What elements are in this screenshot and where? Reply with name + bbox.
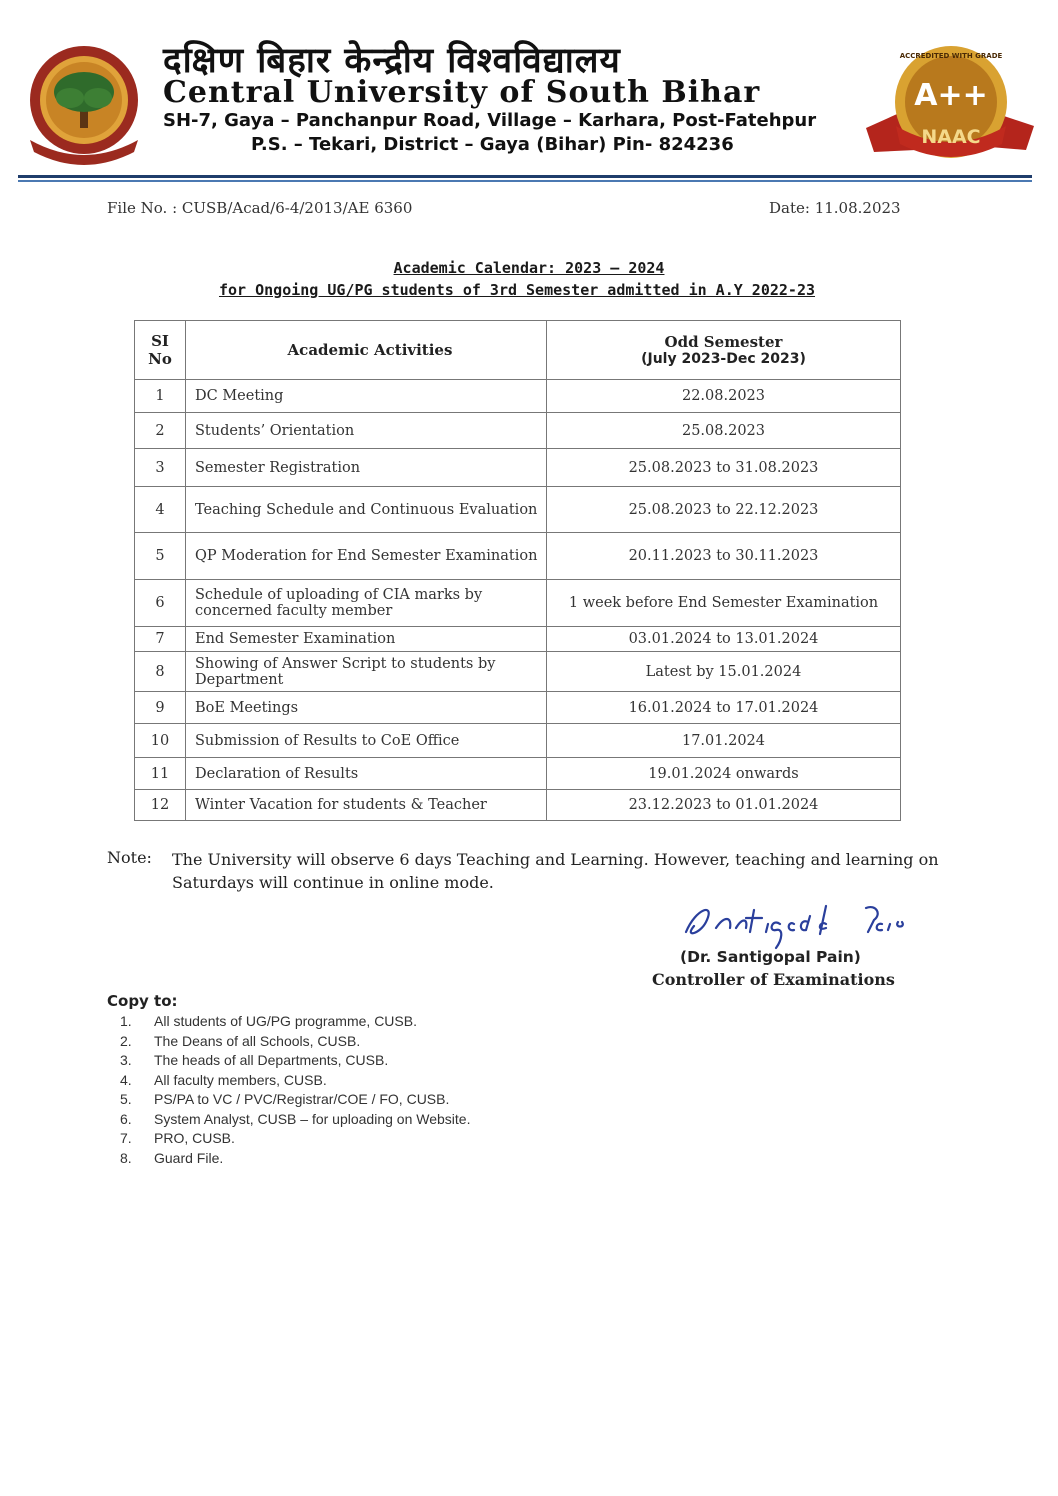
cell-activity: Schedule of uploading of CIA marks by concerned faculty member — [186, 580, 547, 627]
list-item-text: System Analyst, CUSB – for uploading on Website. — [154, 1110, 471, 1127]
cell-date: 25.08.2023 to 22.12.2023 — [547, 487, 901, 533]
cell-sl: 5 — [135, 533, 186, 580]
cell-date: 25.08.2023 to 31.08.2023 — [547, 449, 901, 487]
table-row — [135, 692, 901, 724]
cell-activity: Winter Vacation for students & Teacher — [186, 790, 547, 821]
header-semester — [547, 321, 901, 380]
university-name-hindi: दक्षिण बिहार केन्द्रीय विश्वविद्यालय — [163, 41, 621, 81]
signatory-title: Controller of Examinations — [652, 970, 895, 989]
cell-activity: Submission of Results to CoE Office — [186, 724, 547, 758]
cell-sl: 9 — [135, 692, 186, 724]
university-name-english: Central University of South Bihar — [163, 75, 761, 110]
signature — [676, 888, 936, 952]
cell-sl: 3 — [135, 449, 186, 487]
list-item-number: 3. — [120, 1052, 132, 1068]
table-row — [135, 413, 901, 449]
list-item-number: 4. — [120, 1071, 132, 1088]
header-sl-line2: No — [148, 350, 172, 368]
cell-date: 1 week before End Semester Examination — [547, 580, 901, 627]
table-row — [135, 758, 901, 790]
header-activity: Academic Activities — [186, 321, 547, 380]
list-item-number: 8. — [120, 1149, 132, 1166]
header-semester-line1: Odd Semester — [664, 333, 783, 351]
academic-calendar-table — [134, 320, 901, 821]
table-row — [135, 580, 901, 627]
list-item — [120, 1032, 470, 1052]
list-item-number: 7. — [120, 1130, 132, 1146]
naac-seal — [866, 40, 1036, 170]
list-item-text: All faculty members, CUSB. — [154, 1071, 327, 1088]
cell-activity: Teaching Schedule and Continuous Evaluation — [186, 487, 547, 533]
list-item-text: All students of UG/PG programme, CUSB. — [154, 1013, 417, 1029]
calendar-title: Academic Calendar: 2023 – 2024 — [393, 259, 665, 277]
cell-activity: Students’ Orientation — [186, 413, 547, 449]
cell-activity: QP Moderation for End Semester Examination — [186, 533, 547, 580]
naac-ribbon-text: ACCREDITED WITH GRADE — [899, 52, 1003, 60]
list-item-number: 1. — [120, 1013, 132, 1029]
list-item-text: PS/PA to VC / PVC/Registrar/COE / FO, CUSB. — [154, 1091, 450, 1107]
naac-grade: A++ — [914, 78, 988, 113]
table-row — [135, 627, 901, 652]
copy-to-list — [120, 1012, 470, 1168]
note-label: Note: — [107, 848, 152, 867]
list-item-text: PRO, CUSB. — [154, 1130, 235, 1146]
table-row — [135, 487, 901, 533]
table-row — [135, 724, 901, 758]
cell-date: 03.01.2024 to 13.01.2024 — [547, 627, 901, 652]
university-logo — [20, 40, 148, 168]
list-item — [120, 1149, 470, 1169]
cell-sl: 2 — [135, 413, 186, 449]
cell-date: 17.01.2024 — [547, 724, 901, 758]
signatory-name: (Dr. Santigopal Pain) — [680, 948, 861, 966]
cell-date: 19.01.2024 onwards — [547, 758, 901, 790]
cell-activity: Semester Registration — [186, 449, 547, 487]
cell-activity: End Semester Examination — [186, 627, 547, 652]
cell-date: 20.11.2023 to 30.11.2023 — [547, 533, 901, 580]
document-date: Date: 11.08.2023 — [769, 199, 901, 217]
list-item-number: 6. — [120, 1110, 132, 1127]
list-item — [120, 1110, 470, 1130]
cell-sl: 7 — [135, 627, 186, 652]
header-semester-line2: (July 2023-Dec 2023) — [641, 351, 806, 367]
list-item — [120, 1090, 470, 1110]
cell-sl: 10 — [135, 724, 186, 758]
header-rule-accent — [18, 180, 1032, 182]
cell-sl: 1 — [135, 380, 186, 413]
cell-activity: DC Meeting — [186, 380, 547, 413]
cell-sl: 4 — [135, 487, 186, 533]
cell-sl: 12 — [135, 790, 186, 821]
cell-date: 16.01.2024 to 17.01.2024 — [547, 692, 901, 724]
list-item — [120, 1129, 470, 1149]
header-rule — [18, 175, 1032, 178]
cell-date: Latest by 15.01.2024 — [547, 652, 901, 692]
table-row — [135, 380, 901, 413]
header-sl-line1: SI — [151, 332, 169, 350]
cell-sl: 8 — [135, 652, 186, 692]
table-row — [135, 790, 901, 821]
list-item — [120, 1071, 470, 1091]
list-item — [120, 1051, 470, 1071]
list-item-text: The Deans of all Schools, CUSB. — [154, 1032, 361, 1049]
list-item-number: 5. — [120, 1091, 132, 1107]
cell-date: 22.08.2023 — [547, 380, 901, 413]
calendar-subtitle: for Ongoing UG/PG students of 3rd Semester admitted in A.Y 2022-23 — [218, 281, 816, 299]
list-item-text: Guard File. — [154, 1149, 224, 1166]
table-row — [135, 533, 901, 580]
list-item-text: The heads of all Departments, CUSB. — [154, 1052, 389, 1068]
cell-activity: BoE Meetings — [186, 692, 547, 724]
header-sl-no — [135, 321, 186, 380]
cell-sl: 6 — [135, 580, 186, 627]
cell-activity: Declaration of Results — [186, 758, 547, 790]
cell-date: 25.08.2023 — [547, 413, 901, 449]
address-line-1: SH-7, Gaya – Panchanpur Road, Village – Karhara, Post-Fatehpur — [163, 110, 817, 131]
cell-activity: Showing of Answer Script to students by Department — [186, 652, 547, 692]
list-item-number: 2. — [120, 1032, 132, 1049]
cell-sl: 11 — [135, 758, 186, 790]
address-line-2: P.S. – Tekari, District – Gaya (Bihar) Pin- 824236 — [251, 134, 734, 155]
cell-date: 23.12.2023 to 01.01.2024 — [547, 790, 901, 821]
note-text: The University will observe 6 days Teaching and Learning. However, teaching and learning on Saturdays will continue in online mode. — [172, 850, 939, 892]
copy-to-label: Copy to: — [107, 992, 178, 1010]
table-row — [135, 652, 901, 692]
table-row — [135, 449, 901, 487]
file-number: File No. : CUSB/Acad/6-4/2013/AE 6360 — [107, 199, 413, 217]
table-header-row — [135, 321, 901, 380]
naac-label: NAAC — [921, 126, 981, 148]
list-item — [120, 1012, 470, 1032]
